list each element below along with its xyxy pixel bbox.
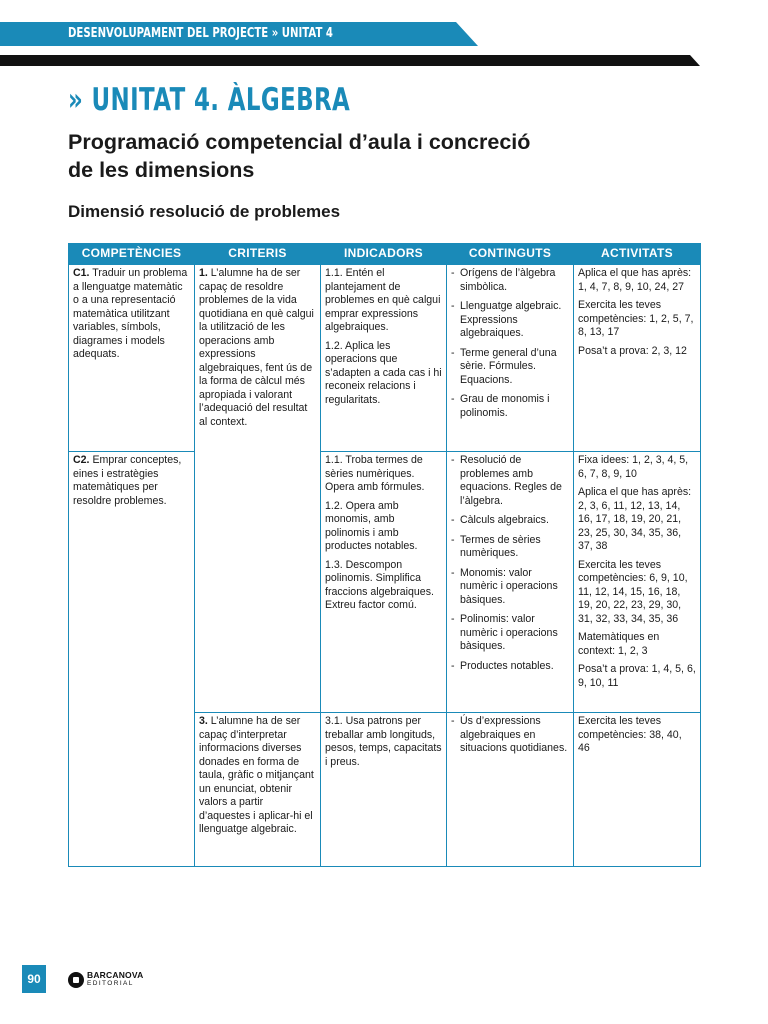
section-subtitle: Dimensió resolució de problemes	[68, 202, 341, 221]
header-criteria: CRITERIS	[195, 244, 321, 265]
indicator-item: 1.3. Descompon polinomis. Simplifica fraccions algebraiques. Extreu factor comú.	[325, 558, 434, 611]
table-row	[69, 452, 701, 713]
content-item: - Termes de sèries numèriques.	[451, 534, 569, 561]
criteria-text: L’alumne ha de ser capaç de resoldre problemes de la vida quotidiana en què calgui la utilització de les operacions amb expressions algebraiques, fent ús de la forma de càlcul més apropiada i valorant l’adequació del resultat al context.	[199, 267, 314, 428]
activity-item: Posa’t a prova: 2, 3, 12	[578, 344, 687, 357]
criteria-code: 1.	[199, 267, 208, 279]
criteria-text: L’alumne ha de ser capaç d’interpretar informacions diverses donades en forma de taula, gràfic o mitjançant un enunciat, obtenir valors a partir d’aquestes i aplicar-hi el llenguatge algebraic.	[199, 715, 314, 835]
activity-item: Matemàtiques en context: 1, 2, 3	[578, 631, 660, 657]
content-item: - Terme general d’una sèrie. Fórmules. Equacions.	[451, 347, 569, 388]
content-item: - Polinomis: valor numèric i operacions bàsiques.	[451, 613, 569, 654]
header-competencies: COMPETÈNCIES	[69, 244, 195, 265]
competency-text: Traduir un problema a llenguatge matemàtic o a una representació matemàtica utilitzant variables, símbols, diagrames i models adequats.	[73, 267, 188, 360]
page-title-line-1: Programació competencial d’aula i concreció	[68, 130, 531, 154]
publisher-subname: EDITORIAL	[87, 980, 134, 987]
content-item: - Llenguatge algebraic. Expressions algebraiques.	[451, 300, 569, 341]
indicator-item: 1.2. Opera amb monomis, amb polinomis i amb productes notables.	[325, 499, 418, 552]
header-contents: CONTINGUTS	[447, 244, 574, 265]
indicator-item: 1.1. Troba termes de sèries numèriques. Opera amb fórmules.	[325, 454, 425, 493]
indicator-item: 3.1. Usa patrons per treballar amb longituds, pesos, temps, capacitats i preus.	[325, 715, 442, 768]
publisher-name: BARCANOVA	[87, 970, 144, 980]
competency-code: C1.	[73, 267, 90, 279]
activity-item: Exercita les teves competències: 38, 40, 46	[578, 715, 682, 754]
content-item: - Monomis: valor numèric i operacions bàsiques.	[451, 567, 569, 608]
breadcrumb: DESENVOLUPAMENT DEL PROJECTE » UNITAT 4	[68, 26, 333, 41]
unit-title: » UNITAT 4. ÀLGEBRA	[68, 82, 351, 118]
content-item: - Càlculs algebraics.	[451, 514, 569, 528]
indicator-item: 1.2. Aplica les operacions que s’adapten a cada cas i hi reconeix relacions i regularitats.	[325, 339, 442, 406]
table-header-row	[69, 244, 701, 265]
content-item: - Resolució de problemes amb equacions. Regles de l’àlgebra.	[451, 454, 569, 508]
activities-cell	[574, 713, 701, 867]
header-activities: ACTIVITATS	[574, 244, 701, 265]
criteria-cell-3	[195, 713, 321, 867]
content-item: - Orígens de l’àlgebra simbòlica.	[451, 267, 569, 294]
activity-item: Exercita les teves competències: 1, 2, 5, 7, 8, 13, 17	[578, 299, 694, 338]
criteria-cell-1	[195, 265, 321, 713]
activity-item: Aplica el que has après: 1, 4, 7, 8, 9, 10, 24, 27	[578, 267, 692, 293]
content-item: - Productes notables.	[451, 660, 569, 674]
activities-cell	[574, 265, 701, 452]
activities-cell	[574, 452, 701, 713]
page-number: 90	[22, 965, 46, 993]
criteria-code: 3.	[199, 715, 208, 727]
indicators-cell	[321, 452, 447, 713]
activity-item: Exercita les teves competències: 6, 9, 10, 11, 12, 14, 15, 16, 18, 19, 20, 22, 23, 29, 30, 31, 32, 33, 34, 35, 36	[578, 558, 688, 625]
header-indicators: INDICADORS	[321, 244, 447, 265]
activity-item: Fixa idees: 1, 2, 3, 4, 5, 6, 7, 8, 9, 10	[578, 454, 689, 480]
contents-cell	[447, 452, 574, 713]
activity-item: Aplica el que has après: 2, 3, 6, 11, 12, 13, 14, 16, 17, 18, 19, 20, 21, 23, 25, 30, 34, 35, 36, 37, 38	[578, 486, 692, 552]
indicators-cell	[321, 713, 447, 867]
competency-text: Emprar conceptes, eines i estratègies matemàtiques per resoldre problemes.	[73, 454, 182, 507]
programming-table	[68, 243, 701, 867]
content-item: - Ús d’expressions algebraiques en situacions quotidianes.	[451, 715, 569, 756]
activity-item: Posa’t a prova: 1, 4, 5, 6, 9, 10, 11	[578, 663, 696, 689]
competency-code: C2.	[73, 454, 90, 466]
indicator-item: 1.1. Entén el plantejament de problemes en què calgui emprar expressions algebraiques.	[325, 267, 441, 333]
contents-cell	[447, 265, 574, 452]
table-row	[69, 265, 701, 452]
contents-cell	[447, 713, 574, 867]
page-title	[68, 128, 688, 184]
competency-cell-c1	[69, 265, 195, 452]
publisher-logo-icon	[68, 972, 84, 988]
content-item: - Grau de monomis i polinomis.	[451, 393, 569, 420]
header-divider	[0, 55, 700, 66]
competency-cell-c2	[69, 452, 195, 867]
page-title-line-2: de les dimensions	[68, 158, 255, 182]
indicators-cell	[321, 265, 447, 452]
